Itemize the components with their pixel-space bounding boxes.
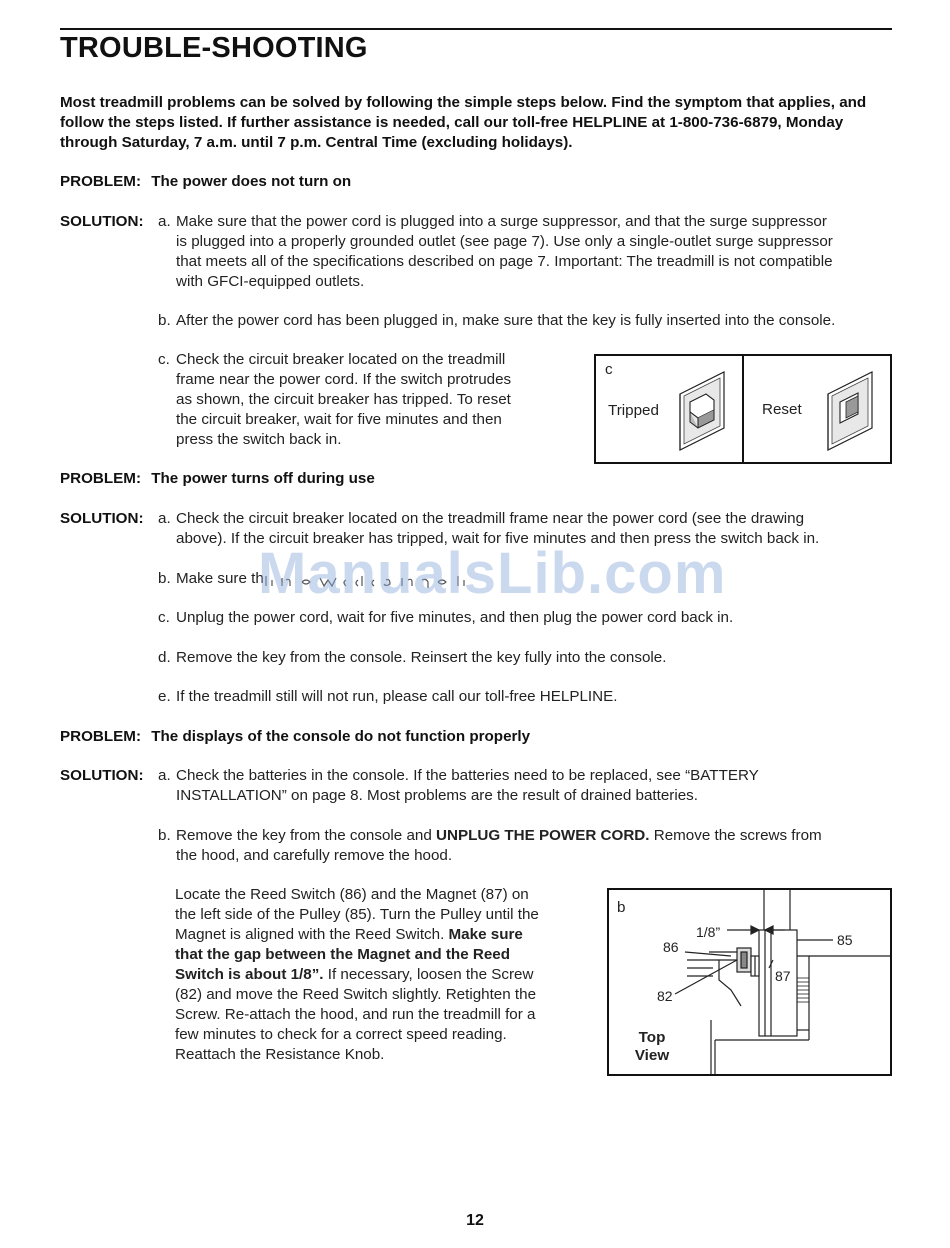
text-run: Remove the screws from xyxy=(649,827,822,844)
text-run-bold: Switch is about 1/8”. xyxy=(175,966,324,983)
text-run: If necessary, loosen the Screw xyxy=(323,966,534,983)
problem-label: PROBLEM: xyxy=(60,728,141,745)
line: Check the circuit breaker located on the treadmill frame near the power cord (see the drawing xyxy=(176,510,805,527)
solution-3-label: SOLUTION: xyxy=(60,767,144,784)
solution-1c xyxy=(158,350,578,450)
solution-2e xyxy=(158,687,898,707)
figure-letter: c xyxy=(605,361,613,378)
page-number: 12 xyxy=(466,1212,484,1229)
line: as shown, the circuit breaker has tripped. To reset xyxy=(176,391,511,408)
line: Locate the Reed Switch (86) and the Magnet (87) on xyxy=(175,886,529,903)
item-text: Make sure th xyxy=(176,570,264,587)
item-letter: c. xyxy=(158,609,170,626)
text-run: Remove the key from the console and xyxy=(176,827,437,844)
reed-switch-paragraph xyxy=(175,885,585,1065)
text-run-bold: Make sure xyxy=(448,926,523,943)
line: frame near the power cord. If the switch protrudes xyxy=(176,371,512,388)
item-letter: b. xyxy=(158,312,171,329)
line: Make sure that the power cord is plugged into a surge suppressor, and that the surge suppressor xyxy=(176,213,827,230)
problem-label: PROBLEM: xyxy=(60,470,141,487)
tripped-label: Tripped xyxy=(608,402,659,419)
line: (82) and move the Reed Switch slightly. Retighten the xyxy=(175,986,537,1003)
solution-2c xyxy=(158,608,898,628)
item-text: If the treadmill still will not run, please call our toll-free HELPLINE. xyxy=(176,688,618,705)
item-letter: d. xyxy=(158,649,171,666)
text-run-bold: that the gap between the Magnet and the Reed xyxy=(175,946,511,963)
item-text: After the power cord has been plugged in, make sure that the key is fully inserted into the console. xyxy=(176,312,836,329)
part-87-label: 87 xyxy=(775,968,791,984)
problem-label: PROBLEM: xyxy=(60,173,141,190)
solution-2d xyxy=(158,648,898,668)
text-run: Magnet is aligned with the Reed Switch. xyxy=(175,926,449,943)
line xyxy=(176,826,822,846)
intro-paragraph: Most treadmill problems can be solved by following the simple steps below. Find the symptom that applies, and follow the steps listed. If further assistance is needed, call our toll-free HELPLINE at 1-800-736-6879, Monday through Saturday, 7 a.m. until 7 p.m. Central Time (excluding holidays). xyxy=(60,94,867,151)
item-text: Unplug the power cord, wait for five minutes, and then plug the power cord back in. xyxy=(176,609,734,626)
figure-circuit-breaker xyxy=(594,354,892,464)
reset-switch-icon xyxy=(822,366,882,462)
line: the circuit breaker, wait for five minutes and then xyxy=(176,411,502,428)
line xyxy=(175,925,585,945)
item-letter: b. xyxy=(158,827,171,844)
line: few minutes to check for a correct speed reading. xyxy=(175,1026,507,1043)
line: Screw. Re-attach the hood, and run the treadmill for a xyxy=(175,1006,536,1023)
solution-3b xyxy=(158,826,898,866)
figure-letter: b xyxy=(617,899,626,916)
solution-1b xyxy=(158,311,898,331)
item-text: Remove the key from the console. Reinsert the key fully into the console. xyxy=(176,649,667,666)
item-text xyxy=(176,826,822,866)
line: with GFCI-equipped outlets. xyxy=(176,273,365,290)
item-letter: b. xyxy=(158,570,171,587)
line: the left side of the Pulley (85). Turn the Pulley until the xyxy=(175,906,539,923)
line: that meets all of the specifications described on page 7. Important: The treadmill is not compatible xyxy=(176,253,833,270)
top-rule xyxy=(60,28,892,30)
view-label: View xyxy=(634,1047,670,1064)
part-86-label: 86 xyxy=(663,939,679,955)
problem-3-heading xyxy=(60,727,530,747)
solution-3a xyxy=(158,766,898,806)
item-letter: a. xyxy=(158,510,171,527)
problem-1-title: The power does not turn on xyxy=(151,173,352,190)
problem-2-title: The power turns off during use xyxy=(151,470,375,487)
item-letter: e. xyxy=(158,688,171,705)
part-85-label: 85 xyxy=(837,932,853,948)
text-run-bold: UNPLUG THE POWER CORD. xyxy=(436,827,650,844)
item-text xyxy=(176,766,759,806)
item-text xyxy=(176,212,833,292)
item-letter: a. xyxy=(158,213,171,230)
line: Check the batteries in the console. If the batteries need to be replaced, see “BATTERY xyxy=(176,767,759,784)
line: the hood, and carefully remove the hood. xyxy=(176,847,453,864)
tripped-switch-icon xyxy=(674,366,734,462)
line: is plugged into a properly grounded outlet (see page 7). Use only a single-outlet surge suppressor xyxy=(176,233,833,250)
solution-2-label: SOLUTION: xyxy=(60,510,144,527)
solution-1-label: SOLUTION: xyxy=(60,213,144,230)
solution-1a xyxy=(158,212,898,292)
item-text xyxy=(176,350,511,450)
line: INSTALLATION” on page 8. Most problems are the result of drained batteries. xyxy=(176,787,698,804)
line xyxy=(175,945,585,965)
line: Check the circuit breaker located on the treadmill xyxy=(176,351,506,368)
gap-label: 1/8” xyxy=(696,924,721,940)
part-82-label: 82 xyxy=(657,988,673,1004)
line xyxy=(175,965,585,985)
page-title: TROUBLE-SHOOTING xyxy=(60,32,368,64)
reset-label: Reset xyxy=(762,401,802,418)
figure-reed-switch xyxy=(607,888,892,1076)
figure-divider xyxy=(742,356,744,462)
problem-1-heading xyxy=(60,172,351,192)
problem-3-title: The displays of the console do not function properly xyxy=(151,728,531,745)
top-label: Top xyxy=(638,1029,666,1046)
item-letter: a. xyxy=(158,767,171,784)
watermark: ManualsLib.com xyxy=(258,541,727,606)
line: above). If the circuit breaker has tripped, wait for five minutes and then press the switch back in. xyxy=(176,530,820,547)
problem-2-heading xyxy=(60,469,375,489)
line: Reattach the Resistance Knob. xyxy=(175,1046,385,1063)
line: press the switch back in. xyxy=(176,431,342,448)
item-letter: c. xyxy=(158,351,170,368)
